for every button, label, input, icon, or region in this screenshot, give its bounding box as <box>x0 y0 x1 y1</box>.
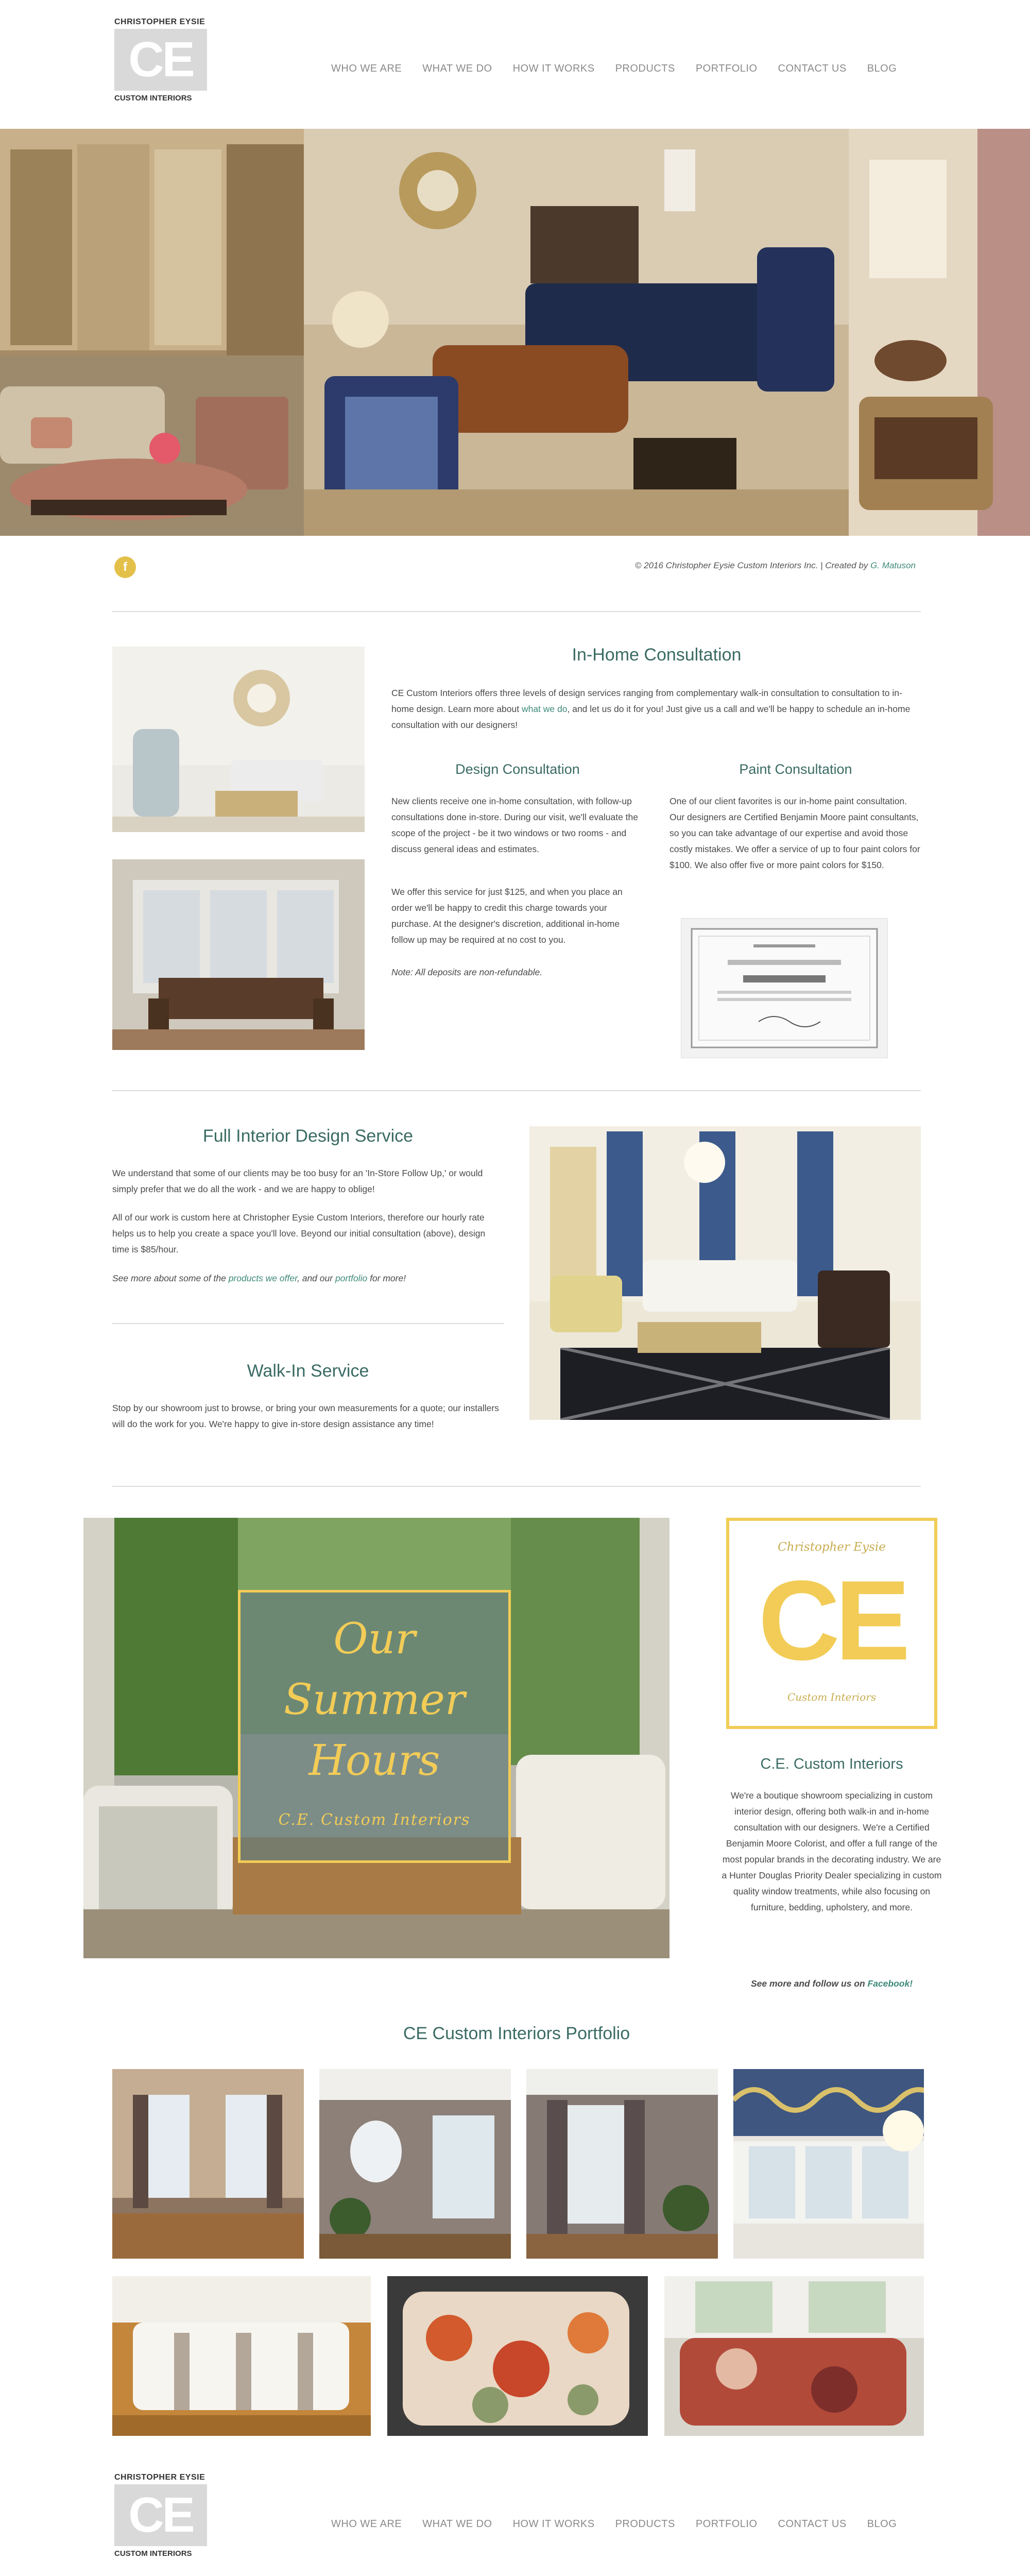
ce-card-title: C.E. Custom Interiors <box>760 1756 903 1772</box>
portfolio-photo-2[interactable] <box>319 2069 511 2259</box>
hero-photo-left-sofa <box>0 129 304 536</box>
design-consultation-title: Design Consultation <box>455 761 580 777</box>
portfolio-photo-1[interactable] <box>112 2069 304 2259</box>
nav-who-we-are[interactable]: WHO WE ARE <box>331 63 402 74</box>
ce-card-follow <box>721 1976 942 1992</box>
in-home-photo-living-room <box>112 647 365 832</box>
portfolio-1-illustration <box>112 2069 304 2259</box>
full-interior-p3 <box>112 1270 504 1286</box>
main-nav <box>331 63 897 75</box>
footer-nav-contact-us[interactable]: CONTACT US <box>778 2518 847 2530</box>
sub-divider <box>112 1323 504 1324</box>
portfolio-5-illustration <box>112 2276 371 2436</box>
logo-monogram: CE <box>128 32 193 87</box>
section-divider-2 <box>112 1090 921 1091</box>
hero-photo-right-chair <box>849 129 1030 536</box>
nav-how-it-works[interactable]: HOW IT WORKS <box>512 63 595 74</box>
nav-portfolio[interactable]: PORTFOLIO <box>695 63 758 74</box>
facebook-icon[interactable] <box>114 556 136 578</box>
portfolio-4-illustration <box>733 2069 924 2259</box>
full-interior-title: Full Interior Design Service <box>202 1126 414 1146</box>
dining-photo-illustration <box>112 859 365 1050</box>
ce-logo-bottom: Custom Interiors <box>787 1691 877 1703</box>
footer-nav-who-we-are[interactable]: WHO WE ARE <box>331 2518 402 2530</box>
portfolio-6-illustration <box>387 2276 648 2436</box>
summer-line-1: Our <box>333 1615 416 1664</box>
footer-nav <box>331 2518 897 2530</box>
nav-products[interactable]: PRODUCTS <box>615 63 675 74</box>
portfolio-photo-7[interactable] <box>664 2276 924 2436</box>
deposit-note: Note: All deposits are non-refundable. <box>391 967 543 977</box>
hero-left-illustration <box>0 129 304 536</box>
facebook-glyph: f <box>123 560 127 574</box>
footer-nav-what-we-do[interactable]: WHAT WE DO <box>422 2518 492 2530</box>
summer-hours-overlay <box>238 1590 511 1863</box>
footer-logo-monogram: CE <box>128 2487 193 2543</box>
full-interior-p3-a: See more about some of the <box>112 1273 229 1283</box>
footer-nav-blog[interactable]: BLOG <box>867 2518 897 2530</box>
in-home-photo-dining-room <box>112 859 365 1050</box>
logo-monogram-box <box>114 29 207 91</box>
walk-in-p1: Stop by our showroom just to browse, or bring your own measurements for a quote; our installers will do the work for you. We're happy to give in-store design assistance any time! <box>112 1403 499 1429</box>
nav-blog[interactable]: BLOG <box>867 63 897 74</box>
logo-top-text: CHRISTOPHER EYSIE <box>114 18 205 26</box>
follow-text: See more and follow us on <box>750 1978 868 1989</box>
design-consultation-p2: We offer this service for just $125, and when you place an order we'll be happy to credit this charge towards your purchase. At the designer's discretion, additional in-home follow up may be required at no cost to you. <box>391 887 623 945</box>
full-interior-p3-b: , and our <box>297 1273 335 1283</box>
portfolio-photo-6[interactable] <box>387 2276 648 2436</box>
ce-logo-top: Christopher Eysie <box>778 1540 886 1554</box>
nav-what-we-do[interactable]: WHAT WE DO <box>422 63 492 74</box>
hero-right-illustration <box>849 129 1030 536</box>
footer-nav-portfolio[interactable]: PORTFOLIO <box>695 2518 758 2530</box>
portfolio-2-illustration <box>319 2069 511 2259</box>
products-link[interactable]: products we offer <box>228 1273 297 1283</box>
full-interior-p3-c: for more! <box>367 1273 406 1283</box>
full-interior-p2: All of our work is custom here at Christopher Eysie Custom Interiors, therefore our hourly rate helps us to help you create a space you'll love. Beyond our initial consultation (above), design time is $85/hour. <box>112 1212 486 1255</box>
logo-bottom-text: CUSTOM INTERIORS <box>114 94 192 103</box>
footer-logo-top-text: CHRISTOPHER EYSIE <box>114 2473 205 2482</box>
summer-line-3: Hours <box>308 1736 440 1785</box>
paint-consultation-p1: One of our client favorites is our in-home paint consultation. Our designers are Certified Benjamin Moore paint consultants, so you can take advantage of our expertise and avoid those costly mistakes. We offer a service of up to four paint colors for $100. We also offer five or more paint colors for $150. <box>670 796 920 870</box>
paint-consultation-title: Paint Consultation <box>739 761 852 777</box>
hero-photo-center-living-room <box>304 129 849 536</box>
certificate-illustration <box>681 919 887 1058</box>
design-consultation-p1: New clients receive one in-home consultation, with follow-up consultations done in-store. During our visit, we'll evaluate the scope of the project - be it two windows or two rooms - and discuss general ideas and estimates. <box>391 796 639 854</box>
copyright-text: © 2016 Christopher Eysie Custom Interiors Inc. | Created by <box>634 561 871 570</box>
in-home-title: In-Home Consultation <box>572 645 742 665</box>
full-interior-photo <box>529 1126 921 1420</box>
portfolio-photo-5[interactable] <box>112 2276 371 2436</box>
in-home-photo-illustration <box>112 647 365 832</box>
portfolio-photo-3[interactable] <box>526 2069 718 2259</box>
section-divider <box>112 611 921 612</box>
full-interior-illustration <box>529 1126 921 1420</box>
footer-nav-products[interactable]: PRODUCTS <box>615 2518 675 2530</box>
portfolio-3-illustration <box>526 2069 718 2259</box>
in-home-intro <box>391 685 922 733</box>
footer-logo-monogram-box <box>114 2484 207 2546</box>
hero-center-illustration <box>304 129 849 536</box>
site-logo[interactable] <box>114 18 217 103</box>
nav-contact-us[interactable]: CONTACT US <box>778 63 847 74</box>
copyright-line <box>555 561 916 571</box>
summer-hours-sub: C.E. Custom Interiors <box>278 1811 471 1829</box>
benjamin-moore-certificate <box>681 918 888 1058</box>
ce-square-logo <box>726 1518 937 1729</box>
portfolio-link[interactable]: portfolio <box>335 1273 368 1283</box>
footer-nav-how-it-works[interactable]: HOW IT WORKS <box>512 2518 595 2530</box>
section-divider-3 <box>112 1486 921 1487</box>
summer-line-2: Summer <box>283 1675 466 1724</box>
summer-hours-heading <box>241 1609 508 1791</box>
footer-logo-bottom-text: CUSTOM INTERIORS <box>114 2549 192 2558</box>
full-interior-p1: We understand that some of our clients may be too busy for an 'In-Store Follow Up,' or would simply prefer that we do all the work - and we are happy to oblige! <box>112 1168 483 1194</box>
creator-link[interactable]: G. Matuson <box>870 561 916 570</box>
ce-logo-monogram: CE <box>758 1557 905 1684</box>
what-we-do-link[interactable]: what we do <box>521 704 568 714</box>
portfolio-7-illustration <box>664 2276 924 2436</box>
in-home-intro-b: , and let us do it for you! Just give us a call and we'll be happy to schedule an in-home consultation with our designers! <box>391 704 911 730</box>
portfolio-photo-4[interactable] <box>733 2069 924 2259</box>
ce-card-description: We're a boutique showroom specializing in custom interior design, offering both walk-in and in-home consultation with our designers. We're a Certified Benjamin Moore Colorist, and offer a full range of the most popular brands in the decorating industry. We are a Hunter Douglas Priority Dealer specializing in custom quality window treatments, while also focusing on furniture, bedding, upholstery, and more. <box>722 1790 942 1912</box>
walk-in-title: Walk-In Service <box>247 1361 369 1381</box>
portfolio-title: CE Custom Interiors Portfolio <box>403 2024 630 2043</box>
footer-logo[interactable] <box>114 2473 217 2558</box>
summer-hours-photo <box>83 1518 670 1958</box>
in-home-intro-a: CE Custom Interiors offers three levels of design services ranging from complementary walk-in consultation to consultation to in-home design. Learn more about <box>391 688 902 714</box>
facebook-link[interactable]: Facebook! <box>867 1978 913 1989</box>
